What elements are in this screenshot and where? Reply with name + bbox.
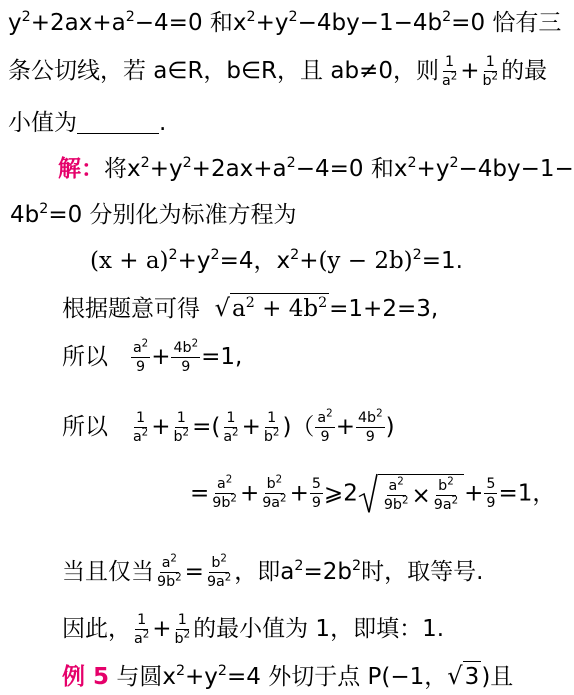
problem-line-3: 小值为 .	[8, 110, 167, 136]
solution-line-1: 解：将$x^2+y^2+2ax+a^2-4=0$ 和$x^2+y^2-4by-1-$	[58, 155, 574, 182]
fraction: $\frac{1}{a^2}$	[134, 611, 150, 647]
fraction: $\frac{b^2}{9a^2}$	[262, 473, 287, 512]
fraction: $\frac{a^2}{9b^2}$	[383, 475, 409, 514]
sqrt-sign: √	[447, 662, 463, 690]
fraction: $\frac{1}{b^2}$	[173, 409, 190, 445]
fraction: $\frac{b^2}{9a^2}$	[433, 475, 459, 514]
fraction: $\frac{4b^2}{9}$	[173, 336, 199, 375]
fraction: $\frac{5}{9}$	[311, 476, 321, 512]
fraction: $\frac{1}{b^2}$	[174, 611, 191, 647]
problem-line-2: 条公切线，若 a∈R，b∈R，且 ab≠0，则 $\frac{1}{a^2}$ + $\frac{1}{b^2}$ 的最	[8, 53, 548, 89]
fraction: $\frac{1}{a^2}$	[132, 409, 149, 445]
example-line: 例 5 与圆$x^2+y^2=4$ 外切于点 P(−1，√3)且	[62, 662, 514, 690]
solution-line-3: $(x + a)^2+y^2=4$，$x^2+(y - 2b)^2=1$.	[90, 247, 463, 274]
big-sqrt: $\frac{a^2}{9b^2}$ × $\frac{b^2}{9a^2}$	[358, 474, 464, 514]
fraction: $\frac{1}{a^2}$	[441, 53, 458, 89]
fraction: $\frac{1}{b^2}$	[482, 53, 499, 89]
solution-line-2: $4b^2=0$ 分别化为标准方程为	[10, 201, 297, 228]
solution-line-9: 因此， $\frac{1}{a^2}$ + $\frac{1}{b^2}$ 的最小值为 1，即填：1.	[62, 611, 445, 647]
sqrt-sign	[358, 474, 378, 514]
sqrt-sign: √	[214, 294, 231, 322]
fraction: $\frac{a^2}{9b^2}$	[157, 551, 182, 590]
radicand: 3	[463, 661, 482, 690]
fraction: $\frac{1}{a^2}$	[223, 409, 239, 445]
solution-line-4: 根据题意可得 $√a^2 + 4b^2=1+2=3$,	[62, 294, 439, 322]
solution-line-6: 所以 $\frac{1}{a^2}$ + $\frac{1}{b^2}$ =( $\frac{1}{a^2}$ + $\frac{1}{b^2}$ )（ $\frac{a^2}{9}$ + $\frac{4b^2}{9}$ )	[62, 406, 395, 445]
solution-line-5: 所以 $\frac{a^2}{9}$ + $\frac{4b^2}{9}$ =1,	[62, 336, 243, 375]
fraction: $\frac{a^2}{9}$	[132, 336, 149, 375]
fraction: $\frac{a^2}{9b^2}$	[212, 473, 237, 512]
fraction: $\frac{4b^2}{9}$	[357, 406, 383, 445]
solution-label: 解：	[58, 156, 104, 182]
problem-line-1: $y^2+2ax+a^2-4=0$ 和$x^2+y^2-4by-1-4b^2=0$ 恰有三	[8, 9, 562, 36]
answer-blank	[77, 109, 159, 134]
example-label: 例 5	[62, 664, 110, 690]
solution-line-7: = $\frac{a^2}{9b^2}$ + $\frac{b^2}{9a^2}$ + $\frac{5}{9}$ ⩾2 $\frac{a^2}{9b^2}$ × $\frac{b^2}{9a^2}$ + $\frac{5}{9}$ =1，	[190, 473, 556, 514]
fraction: $\frac{a^2}{9}$	[317, 406, 333, 445]
fraction: $\frac{b^2}{9a^2}$	[206, 551, 232, 590]
fraction: $\frac{1}{b^2}$	[263, 409, 280, 445]
solution-line-8: 当且仅当 $\frac{a^2}{9b^2}$ = $\frac{b^2}{9a^2}$ ，即$a^2=2b^2$时，取等号.	[62, 551, 484, 590]
radicand: $a^2 + 4b^2$	[230, 293, 329, 322]
fraction: $\frac{5}{9}$	[486, 476, 496, 512]
